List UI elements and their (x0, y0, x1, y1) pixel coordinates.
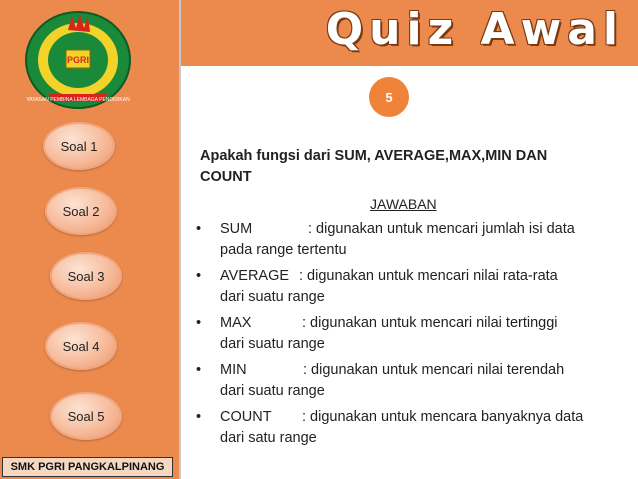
bullet-icon: • (196, 221, 202, 237)
soal-5-button[interactable]: Soal 5 (50, 392, 122, 440)
answer-term: AVERAGE (220, 268, 290, 284)
bullet-icon: • (196, 362, 202, 378)
answer-desc: : digunakan untuk mencari nilai tertinggi (302, 315, 558, 331)
question-number-badge: 5 (369, 77, 409, 117)
answer-desc: : digunakan untuk mencara banyaknya data (302, 409, 584, 425)
soal-1-button[interactable]: Soal 1 (43, 122, 115, 170)
answer-item-min (194, 360, 619, 402)
question-text (200, 146, 590, 188)
soal-2-button[interactable]: Soal 2 (45, 187, 117, 235)
header-bar (181, 0, 638, 66)
logo-ring-text: YAYASAN PEMBINA LEMBAGA PENDIDIKAN (26, 97, 130, 103)
question-line-2: COUNT (200, 169, 252, 185)
bullet-icon: • (196, 268, 202, 284)
answer-term: SUM (220, 221, 253, 237)
answer-item-count (194, 407, 619, 449)
answer-desc-cont: dari suatu range (220, 336, 325, 352)
answer-desc-cont: dari suatu range (220, 383, 325, 399)
pgri-logo (16, 6, 146, 112)
answer-term: COUNT (220, 409, 272, 425)
answer-desc-cont: pada range tertentu (220, 242, 347, 258)
answer-desc-cont: dari satu range (220, 430, 317, 446)
soal-3-button[interactable]: Soal 3 (50, 252, 122, 300)
answer-list (194, 219, 619, 454)
answer-desc: : digunakan untuk mencari nilai terendah (303, 362, 565, 378)
answer-term: MIN (220, 362, 247, 378)
answer-item-sum (194, 219, 619, 261)
answer-desc: : digunakan untuk mencari jumlah isi data (308, 221, 575, 237)
answer-item-max (194, 313, 619, 355)
bullet-icon: • (196, 315, 202, 331)
answer-desc: : digunakan untuk mencari nilai rata-rata (299, 268, 558, 284)
answer-desc-cont: dari suatu range (220, 289, 325, 305)
logo-text: PGRI (66, 55, 90, 65)
question-line-1: Apakah fungsi dari SUM, AVERAGE,MAX,MIN DAN (200, 148, 548, 164)
page-title: Quiz Awal (325, 4, 624, 55)
soal-4-button[interactable]: Soal 4 (45, 322, 117, 370)
school-name-label: SMK PGRI PANGKALPINANG (2, 457, 173, 477)
answer-term: MAX (220, 315, 252, 331)
answer-item-average (194, 266, 619, 308)
answer-heading: JAWABAN (370, 196, 437, 212)
bullet-icon: • (196, 409, 202, 425)
